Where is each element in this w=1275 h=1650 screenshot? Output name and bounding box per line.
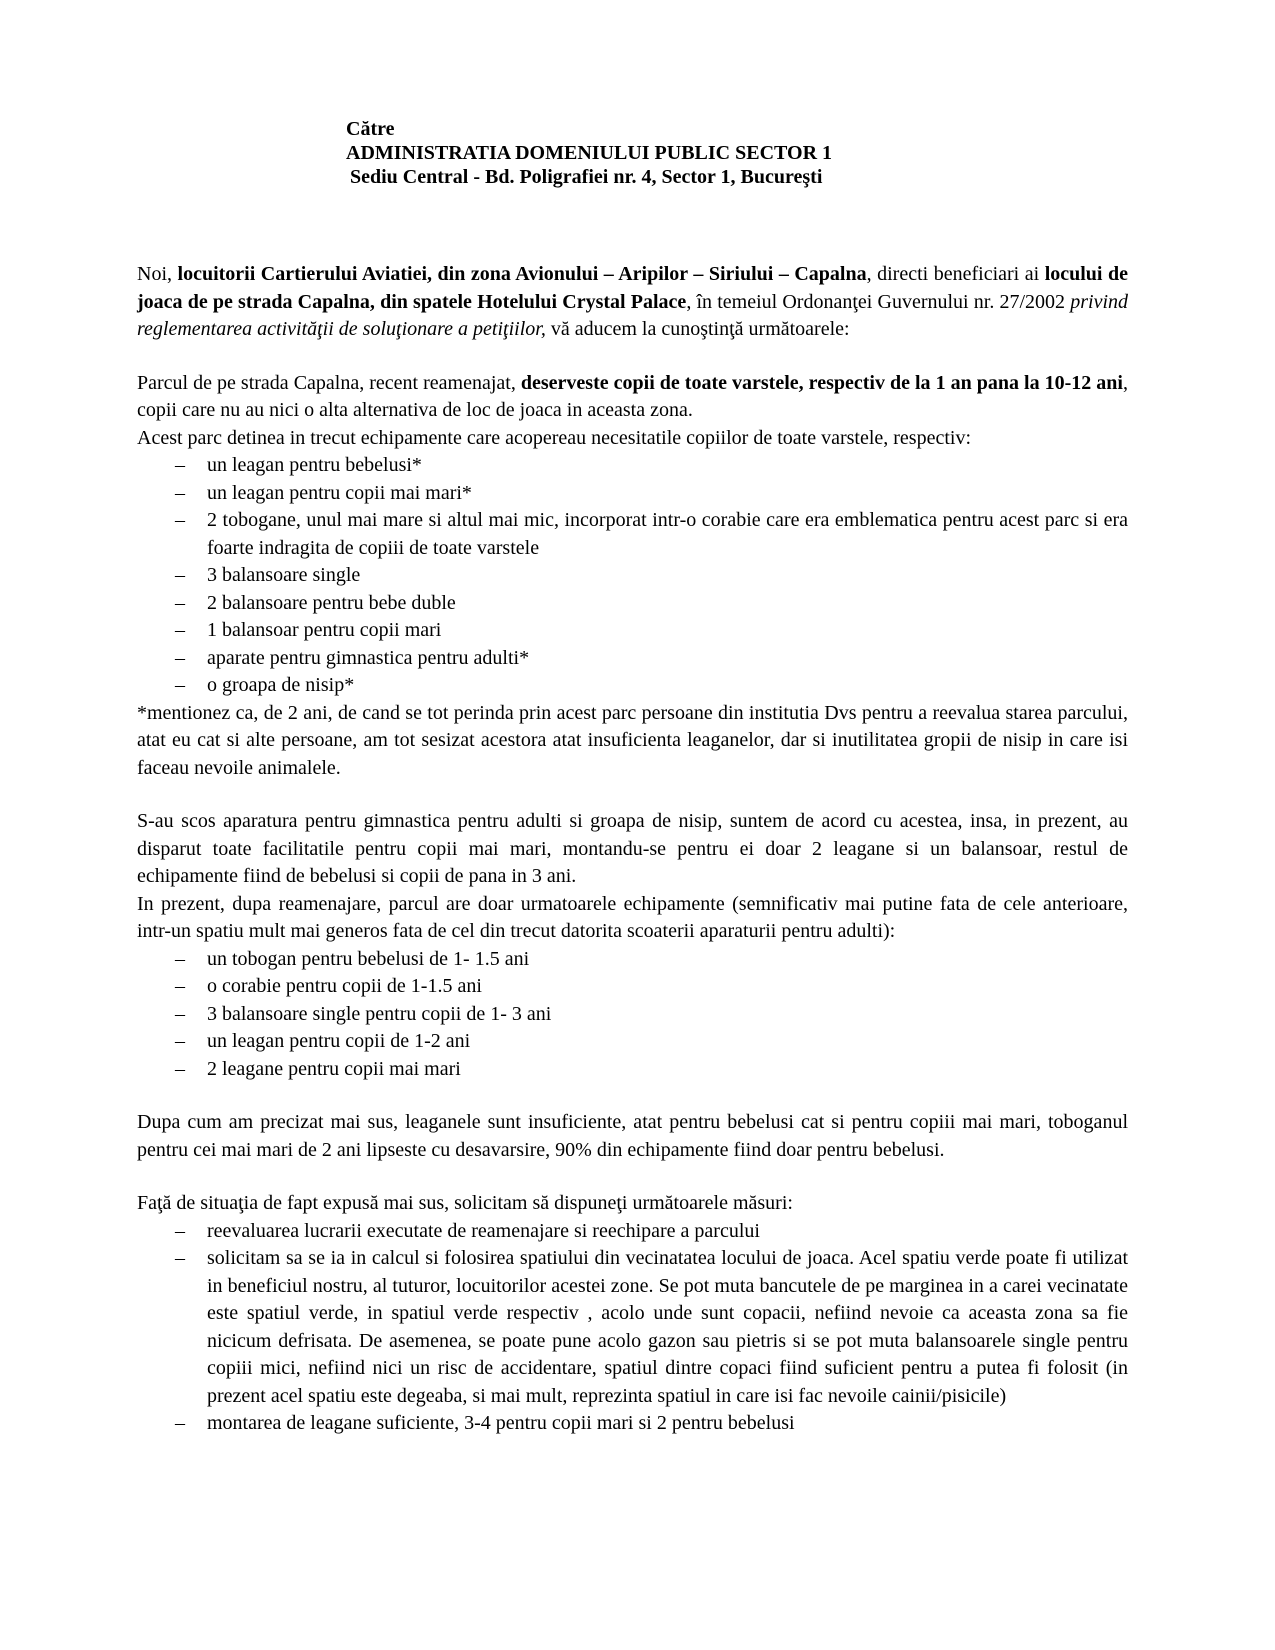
list-item-text: 2 tobogane, unul mai mare si altul mai mic, incorporat intr-o corabie care era emblematica pentru acest parc si era foarte indragita de copiii de toate varstele bbox=[207, 509, 1128, 559]
list-item-text: un leagan pentru bebelusi* bbox=[207, 454, 422, 476]
dash-bullet: – bbox=[175, 591, 185, 614]
list-item bbox=[137, 617, 1128, 645]
list-item bbox=[137, 507, 1128, 562]
dash-bullet: – bbox=[175, 646, 185, 669]
park-ages: deserveste copii de toate varstele, respectiv de la 1 an pana la 10-12 ani bbox=[520, 371, 1123, 394]
present-equipment-list bbox=[137, 946, 1128, 1084]
list-item-text: 2 balansoare pentru bebe duble bbox=[207, 591, 456, 614]
list-item-text: 1 balansoar pentru copii mari bbox=[207, 619, 442, 641]
list-item bbox=[137, 672, 1128, 700]
dash-bullet: – bbox=[175, 509, 185, 531]
present-equipment-intro: In prezent, dupa reamenajare, parcul are doar urmatoarele echipamente (semnificativ mai putine fata de cele anterioare, intr-un spatiu mult mai generos fata de cel din trecut datorita scoaterii aparaturii pentru adulti): bbox=[137, 892, 1128, 942]
list-item bbox=[137, 1218, 1128, 1246]
list-item bbox=[137, 1001, 1128, 1029]
list-item bbox=[137, 452, 1128, 480]
list-item bbox=[137, 590, 1128, 618]
dash-bullet: – bbox=[175, 619, 185, 641]
list-item-text: aparate pentru gimnastica pentru adulti* bbox=[207, 646, 530, 669]
intro-ordinance-title: privind reglementarea activităţii de soluţionare a petiţiilor, bbox=[137, 290, 1129, 340]
dash-bullet: – bbox=[175, 947, 185, 970]
letter-body bbox=[137, 261, 1128, 1438]
list-item bbox=[137, 1028, 1128, 1056]
dash-bullet: – bbox=[175, 1002, 185, 1025]
list-item-text: un leagan pentru copii mai mari* bbox=[207, 481, 472, 504]
list-item-text: o corabie pentru copii de 1-1.5 ani bbox=[207, 975, 482, 997]
footnote-paragraph: *mentionez ca, de 2 ani, de cand se tot perinda prin acest parc persoane din institutia Dvs pentru a reevalua starea parcului, atat eu cat si alte persoane, am tot sesizat acestora atat insuficienta leaganelor, dar si inutilitatea gropii de nisip in care isi faceau nevoile animalele. bbox=[137, 701, 1128, 779]
park-text-2: , copii care nu au nici o alta alternativa de loc de joaca in aceasta zona. bbox=[137, 371, 1128, 421]
list-item bbox=[137, 480, 1128, 508]
park-text-1: Parcul de pe strada Capalna, recent reamenajat, bbox=[137, 371, 521, 394]
removed-equipment-paragraph: S-au scos aparatura pentru gimnastica pentru adulti si groapa de nisip, suntem de acord cu acestea, insa, in prezent, au disparut toate facilitatile pentru copii mai mari, montandu-se pentru ei doar 2 leagane si un balansoar, restul de echipamente fiind de bebelusi si copii de pana in 3 ani. bbox=[137, 810, 1128, 887]
intro-paragraph bbox=[137, 261, 1128, 344]
request-intro: Faţă de situaţia de fapt expusă mai sus, solicitam să dispuneţi următoarele măsuri: bbox=[137, 1192, 793, 1214]
addressee-salutation: Către bbox=[346, 118, 395, 140]
addressee-institution: ADMINISTRATIA DOMENIULUI PUBLIC SECTOR 1 bbox=[346, 142, 833, 164]
intro-residents: locuitorii Cartierului Aviatiei, din zona Avionului – Aripilor – Siriului – Capalna bbox=[177, 263, 867, 285]
list-item bbox=[137, 946, 1128, 974]
list-item bbox=[137, 1410, 1128, 1438]
past-equipment-list bbox=[137, 452, 1128, 700]
addressee-address: Sediu Central - Bd. Poligrafiei nr. 4, Sector 1, Bucureşti bbox=[350, 166, 823, 188]
intro-text-3: , în temeiul Ordonanţei Guvernului nr. 27/2002 bbox=[686, 290, 1071, 313]
dash-bullet: – bbox=[175, 1030, 185, 1052]
list-item-text: 3 balansoare single pentru copii de 1- 3 ani bbox=[207, 1002, 552, 1025]
dash-bullet: – bbox=[175, 1219, 185, 1242]
dash-bullet: – bbox=[175, 1412, 185, 1434]
request-list bbox=[137, 1218, 1128, 1438]
intro-text-1: Noi, bbox=[137, 263, 178, 285]
insufficient-paragraph: Dupa cum am precizat mai sus, leaganele sunt insuficiente, atat pentru bebelusi cat si pentru copiii mai mari, toboganul pentru cei mai mari de 2 ani lipseste cu desavarsire, 90% din echipamente fiind doar pentru bebelusi. bbox=[137, 1111, 1128, 1161]
list-item-text: montarea de leagane suficiente, 3-4 pentru copii mari si 2 pentru bebelusi bbox=[207, 1412, 795, 1434]
dash-bullet: – bbox=[175, 564, 185, 586]
dash-bullet: – bbox=[175, 1057, 185, 1080]
list-item bbox=[137, 1056, 1128, 1084]
dash-bullet: – bbox=[175, 481, 185, 504]
list-item bbox=[137, 1245, 1128, 1410]
list-item-text: 2 leagane pentru copii mai mari bbox=[207, 1057, 461, 1080]
dash-bullet: – bbox=[175, 454, 185, 476]
intro-text-2: , directi beneficiari ai bbox=[866, 263, 1045, 285]
past-equipment-intro: Acest parc detinea in trecut echipamente care acopereau necesitatile copiilor de toate varstele, respectiv: bbox=[137, 426, 972, 449]
intro-playground: locului de joaca de pe strada Capalna, din spatele Hotelului Crystal Palace bbox=[137, 263, 1128, 313]
list-item bbox=[137, 562, 1128, 590]
list-item-text: reevaluarea lucrarii executate de reamenajare si reechipare a parcului bbox=[207, 1219, 760, 1242]
list-item-text: solicitam sa se ia in calcul si folosirea spatiului din vecinatatea locului de joaca. Acel spatiu verde poate fi utilizat in beneficiul nostru, al tuturor, locuitorilor acestei zone. Se pot muta bancutele de pe marginea in a carei vecinatate este spatiul verde, in spatiul verde respectiv , acolo unde sunt copacii, nefiind nevoie ca aceasta zona sa fie nicicum defrisata. De asemenea, se poate pune acolo gazon sau pietris si se pot muta balansoarele single pentru copiii mici, nefiind nici un risc de accidentare, spatiul dintre copaci fiind suficient pentru a putea fi folosit (in prezent acel spatiu este degeaba, si mai mult, reprezinta spatiul in care isi fac nevoile cainii/pisicile) bbox=[207, 1247, 1128, 1407]
list-item-text: o groapa de nisip* bbox=[207, 674, 355, 696]
list-item-text: un tobogan pentru bebelusi de 1- 1.5 ani bbox=[207, 947, 530, 970]
list-item-text: un leagan pentru copii de 1-2 ani bbox=[207, 1030, 471, 1052]
list-item bbox=[137, 973, 1128, 1001]
list-item bbox=[137, 645, 1128, 673]
addressee-block bbox=[346, 117, 832, 189]
intro-text-4: vă aducem la cunoştinţă următoarele: bbox=[545, 318, 850, 340]
dash-bullet: – bbox=[175, 674, 185, 696]
park-paragraph bbox=[137, 370, 1128, 425]
list-item-text: 3 balansoare single bbox=[207, 564, 361, 586]
dash-bullet: – bbox=[175, 975, 185, 997]
dash-bullet: – bbox=[175, 1247, 185, 1269]
